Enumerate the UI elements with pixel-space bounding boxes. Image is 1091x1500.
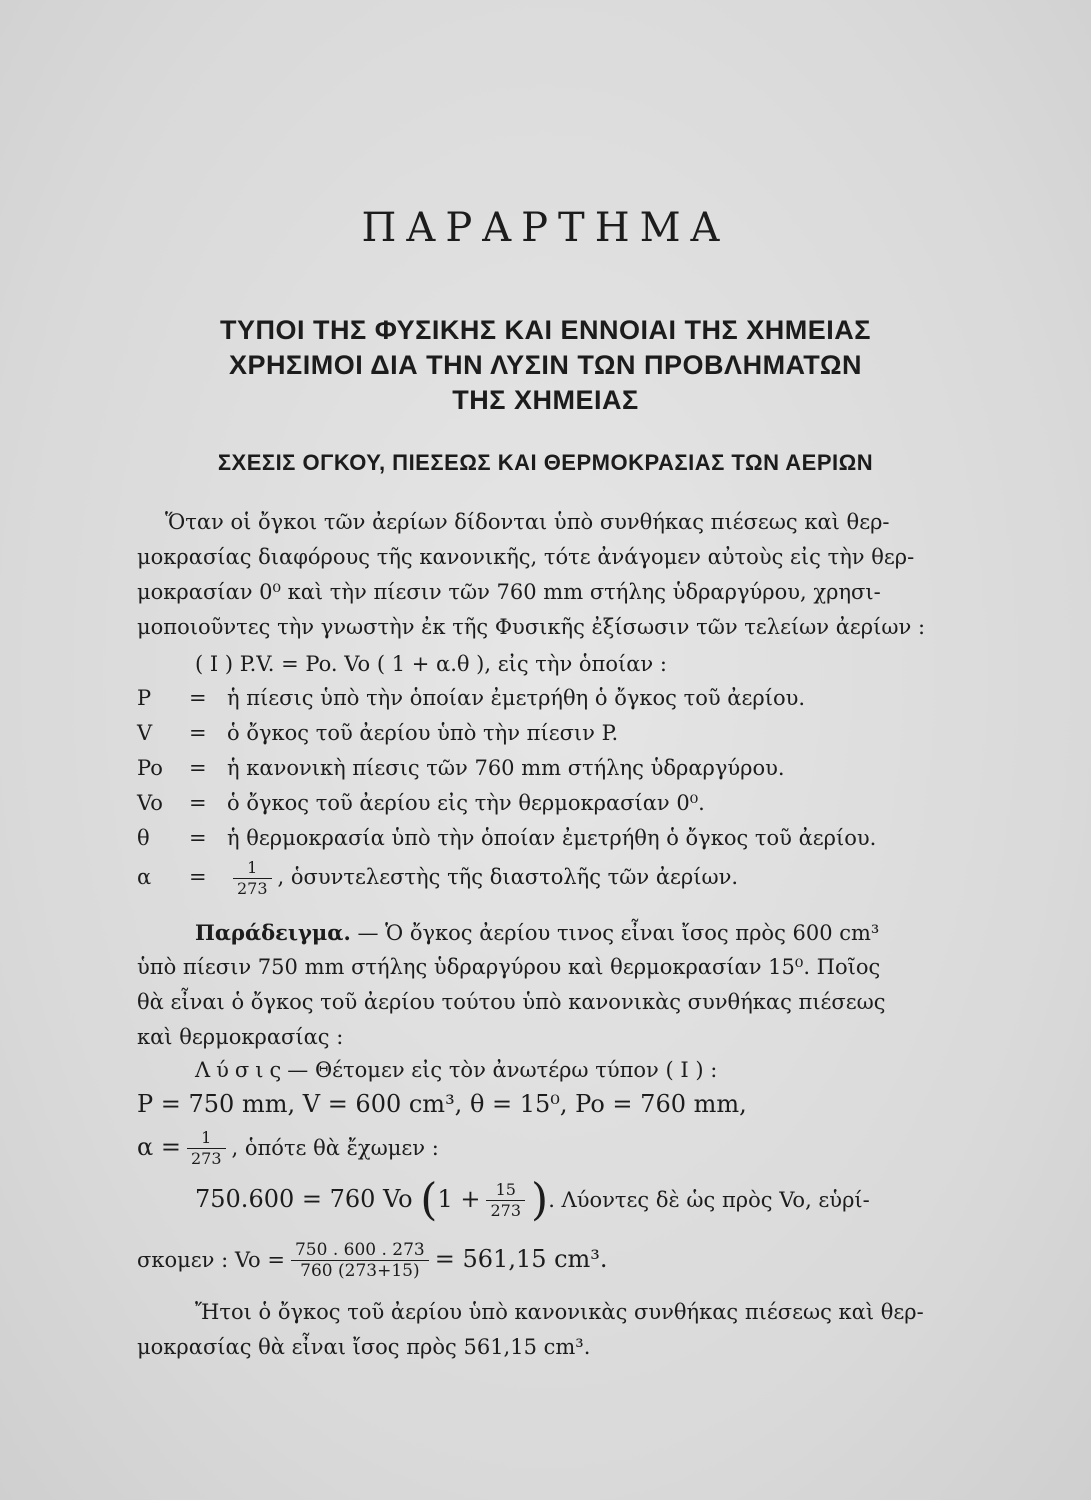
given-values: P = 750 mm, V = 600 cm³, θ = 15⁰, Po = 760 mm, [137,1090,747,1118]
alpha-suffix: , ὁπότε θὰ ἔχωμεν : [231,1136,439,1160]
result-value: = 561,15 cm³. [434,1245,608,1273]
definition-row [137,721,977,745]
alpha-fraction [187,1128,226,1169]
definition-equals: = [189,791,207,815]
definition-equals: = [189,686,207,710]
fraction-numerator: 1 [187,1128,226,1149]
example-line-3: θὰ εἶναι ὁ ὄγκος τοῦ ἀερίου τούτου ὑπὸ κανονικὰς συνθήκας πιέσεως [137,990,886,1014]
section-subheading: ΣΧΕΣΙΣ ΟΓΚΟΥ, ΠΙΕΣΕΩΣ ΚΑΙ ΘΕΡΜΟΚΡΑΣΙΑΣ ΤΩΝ ΑΕΡΙΩΝ [217,450,874,475]
definition-text: , ὁσυντελεστὴς τῆς διαστολῆς τῶν ἀερίων. [277,865,739,889]
alpha-fraction [233,858,272,899]
fraction-numerator: 750 . 600 . 273 [291,1240,429,1261]
definition-equals: = [189,826,207,850]
definition-equals: = [189,865,207,889]
definition-text: ἡ πίεσις ὑπὸ τὴν ὁποίαν ἐμετρήθη ὁ ὄγκος τοῦ ἀερίου. [227,686,806,710]
page-title: ΠΑΡΑΡΤΗΜΑ [361,205,730,251]
example-line-1 [195,920,977,945]
paren-close: ) [531,1174,549,1226]
fraction-denominator: 273 [237,879,268,898]
fraction-denominator: 273 [490,1201,522,1220]
solution-intro [195,1058,977,1082]
alpha-label: α = [137,1133,181,1161]
definition-equals: = [189,721,207,745]
definition-symbol: P [137,686,152,710]
definition-symbol: Vo [137,791,163,815]
fraction-numerator: 15 [486,1180,525,1201]
definition-symbol: Po [137,756,163,780]
equation-fraction [486,1180,525,1221]
equation-inner: 1 + [437,1185,481,1213]
conclusion-line-2: μοκρασίας θὰ εἶναι ἴσος πρὸς 561,15 cm³. [137,1335,591,1359]
equation-left: 750.600 = 760 Vo [195,1185,413,1213]
paren-open: ( [420,1174,438,1226]
intro-line-2: μοκρασίας διαφόρους τῆς κανονικῆς, τότε ἀνάγομεν αὐτοὺς εἰς τὴν θερ- [137,545,915,569]
fraction-numerator: 1 [233,858,272,879]
definition-row [137,791,977,815]
intro-line-1: Ὅταν οἱ ὄγκοι τῶν ἀερίων δίδονται ὑπὸ συνθήκας πιέσεως καὶ θερ- [165,510,890,534]
heading-line-1: ΤΥΠΟΙ ΤΗΣ ΦΥΣΙΚΗΣ ΚΑΙ ΕΝΝΟΙΑΙ ΤΗΣ ΧΗΜΕΙΑΣ [220,315,871,345]
gas-law-formula: ( I ) P.V. = Po. Vo ( 1 + α.θ ), εἰς τὴν ὁποίαν : [195,652,667,676]
definition-row [137,686,977,710]
definition-text: ἡ κανονικὴ πίεσις τῶν 760 mm στήλης ὑδραργύρου. [227,756,785,780]
example-line-2: ὑπὸ πίεσιν 750 mm στήλης ὑδραργύρου καὶ θερμοκρασίαν 15⁰. Ποῖος [137,955,881,979]
heading-line-2: ΧΡΗΣΙΜΟΙ ΔΙΑ ΤΗΝ ΛΥΣΙΝ ΤΩΝ ΠΡΟΒΛΗΜΑΤΩΝ [229,350,862,380]
intro-line-3: μοκρασίαν 0⁰ καὶ τὴν πίεσιν τῶν 760 mm στήλης ὑδραργύρου, χρησι- [137,580,881,604]
definition-symbol: V [137,721,153,745]
equation-line [195,1174,977,1226]
definition-row [137,826,977,850]
definition-symbol: θ [137,826,150,850]
definition-text: ὁ ὄγκος τοῦ ἀερίου εἰς τὴν θερμοκρασίαν 0⁰. [227,791,705,815]
alpha-value-line [137,1128,977,1169]
definition-equals: = [189,756,207,780]
result-fraction [291,1240,429,1281]
definition-symbol: α [137,865,152,889]
definition-row [137,756,977,780]
example-label: Παράδειγμα. [195,920,351,945]
heading-line-3: ΤΗΣ ΧΗΜΕΙΑΣ [452,385,639,415]
example-text: — Ὁ ὄγκος ἀερίου τινος εἶναι ἴσος πρὸς 600 cm³ [350,921,880,945]
intro-line-4: μοποιοῦντες τὴν γνωστὴν ἐκ τῆς Φυσικῆς ἐξίσωσιν τῶν τελείων ἀερίων : [137,615,926,639]
definition-text: ἡ θερμοκρασία ὑπὸ τὴν ὁποίαν ἐμετρήθη ὁ ὄγκος τοῦ ἀερίου. [227,826,877,850]
alpha-definition [137,858,977,899]
solution-text: — Θέτομεν εἰς τὸν ἀνωτέρω τύπον ( I ) : [287,1058,718,1082]
definition-text: ὁ ὄγκος τοῦ ἀερίου ὑπὸ τὴν πίεσιν P. [227,721,619,745]
solution-label: Λύσις [195,1058,288,1082]
conclusion-line-1: Ἤτοι ὁ ὄγκος τοῦ ἀερίου ὑπὸ κανονικὰς συνθήκας πιέσεως καὶ θερ- [195,1300,924,1324]
result-prefix: σκομεν : Vo = [137,1248,285,1272]
example-line-4: καὶ θερμοκρασίας : [137,1025,344,1049]
equation-suffix: . Λύοντες δὲ ὡς πρὸς Vo, εὑρί- [548,1188,870,1212]
fraction-denominator: 760 (273+15) [300,1261,420,1281]
fraction-denominator: 273 [190,1149,222,1168]
result-line [137,1240,977,1281]
